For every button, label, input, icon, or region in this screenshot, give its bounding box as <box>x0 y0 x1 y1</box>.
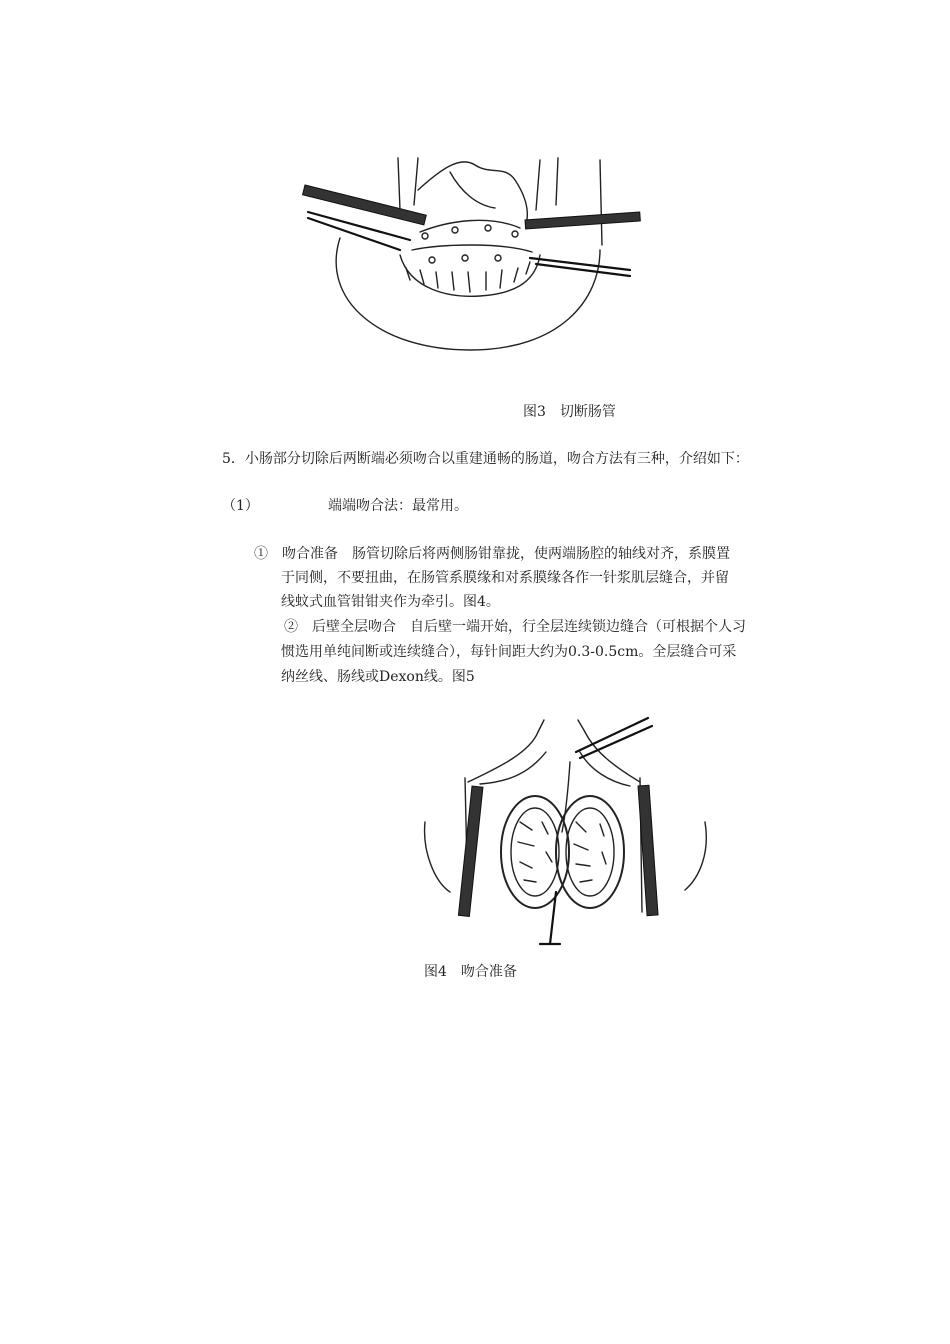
step-2-line-1: ② 后壁全层吻合 自后壁一端开始，行全层连续锁边缝合（可根据个人习 <box>284 619 746 635</box>
subsection-title: 端端吻合法：最常用。 <box>328 498 468 514</box>
subsection-number: （1） <box>222 498 259 514</box>
figure-3-illustration <box>300 150 645 355</box>
figure-4-illustration <box>420 712 715 950</box>
step-1-line-3: 线蚊式血管钳钳夹作为牵引。图4。 <box>281 594 500 610</box>
figure-3-caption: 图3 切断肠管 <box>523 404 616 420</box>
figure-4-caption: 图4 吻合准备 <box>424 964 517 980</box>
step-1-line-1: ① 吻合准备 肠管切除后将两侧肠钳靠拢，使两端肠腔的轴线对齐，系膜置 <box>254 546 730 562</box>
step-1-line-2: 于同侧，不要扭曲，在肠管系膜缘和对系膜缘各作一针浆肌层缝合，并留 <box>281 570 729 586</box>
step-2-line-2: 惯选用单纯间断或连续缝合），每针间距大约为0.3-0.5cm。全层缝合可采 <box>281 644 737 660</box>
section-heading: 5．小肠部分切除后两断端必须吻合以重建通畅的肠道，吻合方法有三种，介绍如下： <box>222 451 749 467</box>
step-2-line-3: 纳丝线、肠线或Dexon线。图5 <box>281 669 475 685</box>
